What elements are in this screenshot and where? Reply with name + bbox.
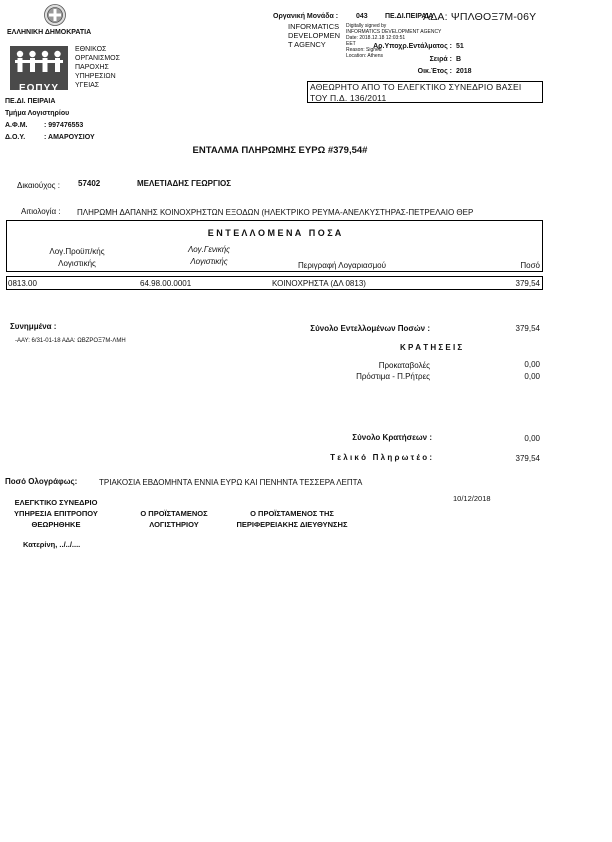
beneficiary-code: 57402: [78, 179, 101, 188]
document-title: ΕΝΤΑΛΜΑ ΠΛΗΡΩΜΗΣ ΕΥΡΩ #379,54#: [192, 145, 368, 156]
payment-order-no-value: 51: [456, 43, 464, 50]
audit-sign-line-2: ΥΠΗΡΕΣΙΑ ΕΠΙΤΡΟΠΟΥ: [14, 509, 98, 518]
series-value: Β: [456, 56, 462, 63]
signature-stamp-line-3: Date: 2018.12.18 12:03:51: [346, 35, 406, 41]
logo-text: ΕΟΠΥΥ: [18, 83, 59, 94]
republic-label: ΕΛΛΗΝΙΚΗ ΔΗΜΟΚΡΑΤΙΑ: [7, 29, 92, 36]
accounting-sign-line-2: ΛΟΓΙΣΤΗΡΙΟΥ: [149, 520, 199, 529]
row-description: ΚΟΙΝΟΧΡΗΣΤΑ (ΔΛ 0813): [272, 279, 366, 288]
col-budget-header-2: Λογιστικής: [58, 259, 96, 268]
regional-sign-line-1: Ο ΠΡΟΪΣΤΑΜΕΝΟΣ ΤΗΣ: [250, 509, 334, 518]
branch-name: ΠΕ.ΔΙ. ΠΕΙΡΑΙΑ: [5, 98, 56, 105]
ordered-amounts-table: [6, 220, 543, 272]
signature-stamp-line-2: INFORMATICS DEVELOPMENT AGENCY: [346, 29, 442, 35]
justification-text: ΠΛΗΡΩΜΗ ΔΑΠΑΝΗΣ ΚΟΙΝΟΧΡΗΣΤΩΝ ΕΞΟΔΩΝ (ΗΛΕΚΤΡΙΚΟ ΡΕΥΜΑ-ΑΝΕΛΚΥΣΤΗΡΑΣ-ΠΕΤΡΕΛΑΙΟ ΘΕΡ: [77, 208, 474, 217]
col-amount-header: Ποσό: [520, 261, 540, 270]
audit-note: ΑΘΕΩΡΗΤΟ ΑΠΟ ΤΟ ΕΛΕΓΚΤΙΚΟ ΣΥΝΕΔΡΙΟ ΒΑΣΕΙ ΤΟΥ Π.Δ. 136/2011: [310, 82, 522, 103]
deduction-advances-label: Προκαταβολές: [378, 361, 430, 370]
org-line-1: ΕΘΝΙΚΟΣ: [75, 46, 107, 53]
signature-stamp-line-4: EET: [346, 41, 356, 47]
afm-value: : 997476553: [44, 122, 84, 129]
ordered-total-label: Σύνολο Εντελλομένων Ποσών :: [310, 324, 430, 333]
unit-label: Οργανική Μονάδα :: [273, 13, 339, 20]
signature-stamp-line-6: Location: Athens: [346, 53, 383, 59]
people-icon: [10, 46, 68, 78]
attachments-label: Συνημμένα :: [10, 322, 57, 331]
deduction-penalties-value: 0,00: [524, 372, 540, 381]
unit-name: ΠΕ.ΔΙ.ΠΕΙΡΑΙΑ: [385, 13, 434, 20]
department-name: Τμήμα Λογιστηρίου: [5, 110, 70, 117]
fiscal-year-value: 2018: [456, 68, 472, 75]
signature-stamp-line-1: Digitally signed by: [346, 23, 387, 29]
final-payable-value: 379,54: [515, 454, 540, 463]
eopyy-logo: [10, 46, 68, 94]
series-label: Σειρά :: [429, 56, 452, 63]
deduction-advances-value: 0,00: [524, 360, 540, 369]
amount-in-words: ΤΡΙΑΚΟΣΙΑ ΕΒΔΟΜΗΝΤΑ ΕΝΝΙΑ ΕΥΡΩ ΚΑΙ ΠΕΝΗΝΤΑ ΤΕΣΣΕΡΑ ΛΕΠΤΑ: [99, 478, 363, 487]
deductions-total-value: 0,00: [524, 434, 540, 443]
ordered-total-value: 379,54: [515, 324, 540, 333]
afm-label: Α.Φ.Μ.: [5, 122, 28, 129]
row-budget-account: 0813.00: [8, 279, 37, 288]
issue-date: 10/12/2018: [453, 494, 491, 503]
org-line-3: ΠΑΡΟΧΗΣ: [75, 64, 109, 71]
informatics-line-1: INFORMATICS: [288, 22, 340, 31]
row-general-account: 64.98.00.0001: [140, 279, 192, 288]
doy-label: Δ.Ο.Υ.: [5, 134, 26, 141]
row-amount: 379,54: [515, 279, 540, 288]
org-line-4: ΥΠΗΡΕΣΙΩΝ: [75, 73, 116, 80]
justification-label: Αιτιολογία :: [21, 207, 61, 216]
informatics-line-3: T AGENCY: [288, 40, 326, 49]
deductions-heading: Κ Ρ Α Τ Η Σ Ε Ι Σ: [400, 343, 463, 352]
final-payable-label: Τ ε λ ι κ ό Π λ η ρ ω τ έ ο :: [330, 453, 432, 462]
org-line-5: ΥΓΕΙΑΣ: [75, 82, 100, 89]
org-line-2: ΟΡΓΑΝΙΣΜΟΣ: [75, 55, 120, 62]
accounting-sign-line-1: Ο ΠΡΟΪΣΤΑΜΕΝΟΣ: [140, 509, 208, 518]
audit-sign-line-3: ΘΕΩΡΗΘΗΚΕ: [31, 520, 81, 529]
col-general-header-1: Λογ.Γενικής: [187, 245, 231, 254]
payment-order-no-label: Αρ.Υποχρ.Εντάλματος :: [373, 43, 452, 50]
beneficiary-name: ΜΕΛΕΤΙΑΔΗΣ ΓΕΩΡΓΙΟΣ: [137, 179, 232, 188]
unit-code: 043: [356, 13, 368, 20]
regional-sign-line-2: ΠΕΡΙΦΕΡΕΙΑΚΗΣ ΔΙΕΥΘΥΝΣΗΣ: [236, 520, 348, 529]
deductions-total-label: Σύνολο Κρατήσεων :: [352, 433, 432, 442]
informatics-line-2: DEVELOPMEN: [288, 31, 341, 40]
audit-note-box: [307, 81, 543, 103]
col-general-header-2: Λογιστικής: [190, 257, 228, 266]
attachment-item: -ΑΑΥ: 6/31-01-18 ΑΔΑ: ΩΒΖΡΟΞ7Μ-ΛΜΗ: [15, 338, 126, 344]
doy-value: : ΑΜΑΡΟΥΣΙΟΥ: [44, 134, 95, 141]
place-date: Κατερίνη, ../../....: [23, 540, 81, 549]
audit-sign-line-1: ΕΛΕΓΚΤΙΚΟ ΣΥΝΕΔΡΙΟ: [14, 498, 98, 507]
deduction-penalties-label: Πρόστιμα - Π.Ρήτρες: [356, 372, 430, 381]
ada-code: ΑΔΑ: ΨΠΛΘΟΞ7Μ-06Υ: [423, 11, 537, 23]
signature-stamp-line-5: Reason: Signed: [346, 47, 382, 53]
table-row: [6, 276, 543, 290]
beneficiary-label: Δικαιούχος :: [17, 181, 60, 190]
col-budget-header-1: Λογ.Προϋπ/κής: [49, 247, 105, 256]
greek-emblem-icon: [44, 3, 66, 27]
amount-in-words-label: Ποσό Ολογράφως:: [5, 477, 78, 486]
fiscal-year-label: Οικ.Έτος :: [417, 68, 452, 75]
col-description-header: Περιγραφή Λογαριασμού: [298, 261, 387, 270]
table-heading: Ε Ν Τ Ε Λ Λ Ο Μ Ε Ν Α Π Ο Σ Α: [207, 228, 342, 238]
